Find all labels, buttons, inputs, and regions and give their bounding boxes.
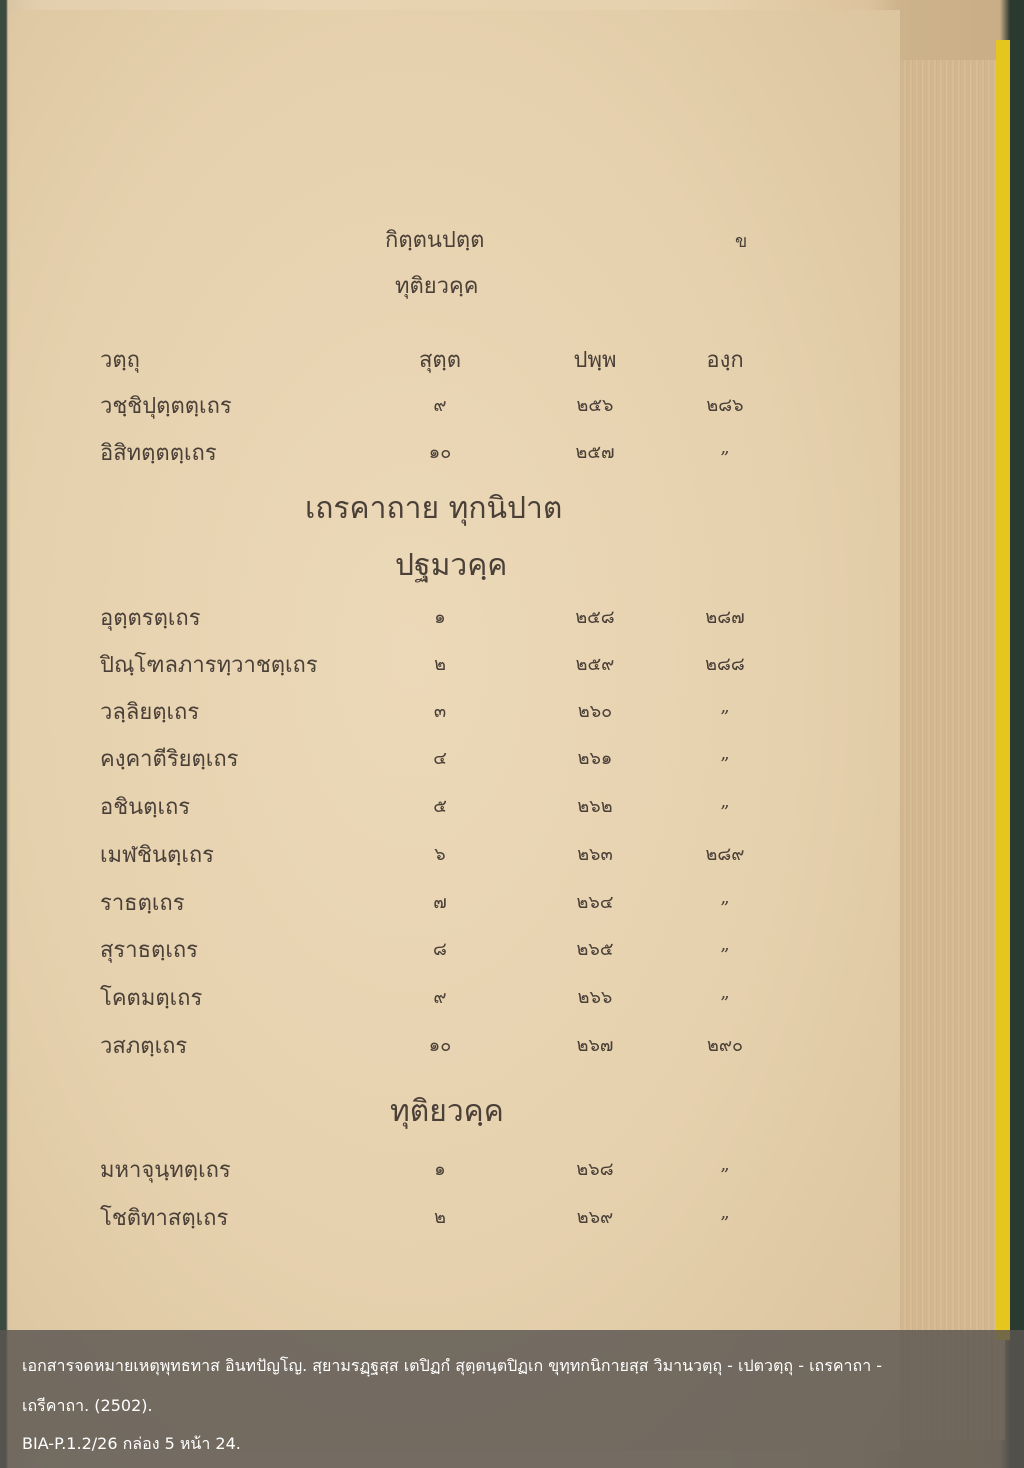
row-anka: ๒๘๖: [706, 395, 744, 416]
table-row: [100, 789, 760, 829]
row-anka: „: [720, 696, 730, 717]
table-row: [100, 885, 760, 925]
row-pabba: ๒๕๖: [576, 395, 614, 416]
row-name: วลฺลิยตฺเถร: [100, 700, 200, 725]
row-sutta: ๙: [433, 395, 447, 416]
page-edges: [895, 60, 1005, 1440]
row-anka: „: [720, 934, 730, 955]
row-pabba: ๒๖๗: [576, 1035, 614, 1056]
row-pabba: ๒๖๐: [577, 701, 613, 722]
row-sutta: ๗: [433, 892, 447, 913]
row-name: วสภตฺเถร: [100, 1034, 188, 1059]
row-name: อิสิทตฺตตฺเถร: [100, 441, 217, 466]
row-pabba: ๒๕๙: [575, 654, 615, 675]
row-name: สุราธตฺเถร: [100, 938, 198, 963]
row-pabba: ๒๖๑: [577, 748, 613, 769]
row-anka: ๒๘๗: [705, 607, 745, 628]
row-sutta: ๒: [434, 654, 446, 675]
row-pabba: ๒๖๘: [576, 1159, 614, 1180]
row-anka: „: [720, 887, 730, 908]
row-sutta: ๕: [433, 796, 447, 817]
table-row: [100, 694, 760, 734]
section-subtitle-2: ปฐมวคฺค: [395, 548, 508, 583]
col-header-subject: วตฺถุ: [100, 348, 140, 373]
row-name: อุตฺตรตฺเถร: [100, 606, 201, 631]
row-anka: ๒๘๙: [705, 844, 745, 865]
col-header-sutta: สุตฺต: [418, 348, 461, 373]
table-row: [100, 741, 760, 781]
row-sutta: ๑๐: [428, 1035, 452, 1056]
row-sutta: ๔: [433, 748, 447, 769]
row-anka: „: [720, 791, 730, 812]
table-row: [100, 980, 760, 1020]
row-sutta: ๖: [434, 844, 446, 865]
caption-line-2: เถรีคาถา. (2502).: [22, 1396, 153, 1415]
caption-bar: [0, 1330, 1024, 1468]
row-anka: „: [720, 1202, 730, 1223]
header-mark: ข: [735, 231, 748, 252]
row-pabba: ๒๖๒: [577, 796, 613, 817]
row-name: ราธตฺเถร: [100, 891, 185, 916]
section-title-2: เถรคาถาย ทุกนิปาต: [305, 491, 563, 526]
row-name: อชินตฺเถร: [100, 795, 191, 820]
row-name: ปิณฺโฑลภารทฺวาชตฺเถร: [100, 653, 318, 678]
row-anka: „: [720, 982, 730, 1003]
table-row: [100, 647, 760, 687]
row-name: โชติทาสตฺเถร: [100, 1206, 229, 1231]
column-header-row: [100, 342, 760, 382]
row-name: เมฬชินตฺเถร: [100, 843, 214, 868]
caption-line-1: เอกสารจดหมายเหตุพุทธทาส อินทปัญโญ. สฺยามรฏฺฐสฺส เตปิฏกํ สุตฺตนฺตปิฏเก ขุทฺทกนิกายสฺส วิมานวตฺถุ - เปตวตฺถุ - เถรคาถา -: [22, 1356, 883, 1375]
table-row: [100, 435, 760, 475]
col-header-pabba: ปพฺพ: [573, 348, 617, 373]
row-pabba: ๒๖๕: [576, 939, 614, 960]
row-pabba: ๒๕๗: [575, 442, 615, 463]
row-name: คงฺคาตีริยตฺเถร: [100, 747, 239, 772]
row-name: โคตมตฺเถร: [100, 986, 203, 1011]
row-sutta: ๒: [434, 1207, 446, 1228]
header-title: กิตฺตนปตฺต: [385, 228, 485, 253]
row-pabba: ๒๖๖: [577, 987, 613, 1008]
row-name: มหาจุนฺทตฺเถร: [100, 1158, 231, 1183]
row-anka: „: [720, 437, 730, 458]
row-pabba: ๒๖๔: [576, 892, 614, 913]
row-name: วชฺชิปุตฺตตฺเถร: [100, 394, 232, 419]
row-anka: „: [720, 1154, 730, 1175]
row-sutta: ๑: [434, 607, 446, 628]
section-title-3: ทุติยวคฺค: [390, 1094, 504, 1129]
row-sutta: ๑๐: [428, 442, 452, 463]
section-title-1: ทุติยวคฺค: [395, 274, 479, 299]
row-anka: ๒๘๘: [705, 654, 745, 675]
row-sutta: ๙: [433, 987, 447, 1008]
row-anka: ๒๙๐: [706, 1035, 744, 1056]
table-row: [100, 837, 760, 877]
table-row: [100, 932, 760, 972]
row-pabba: ๒๖๓: [577, 844, 613, 865]
row-pabba: ๒๖๙: [576, 1207, 614, 1228]
row-sutta: ๘: [433, 939, 447, 960]
table-row: [100, 388, 760, 428]
caption-line-3: BIA-P.1.2/26 กล่อง 5 หน้า 24.: [22, 1434, 241, 1453]
row-anka: „: [720, 743, 730, 764]
book-cover-edge: [996, 40, 1010, 1340]
table-row: [100, 600, 760, 640]
row-pabba: ๒๕๘: [575, 607, 615, 628]
table-row: [100, 1200, 760, 1240]
row-sutta: ๑: [434, 1159, 446, 1180]
table-row: [100, 1152, 760, 1192]
row-sutta: ๓: [433, 701, 447, 722]
table-row: [100, 1028, 760, 1068]
col-header-anka: องฺก: [706, 348, 744, 373]
